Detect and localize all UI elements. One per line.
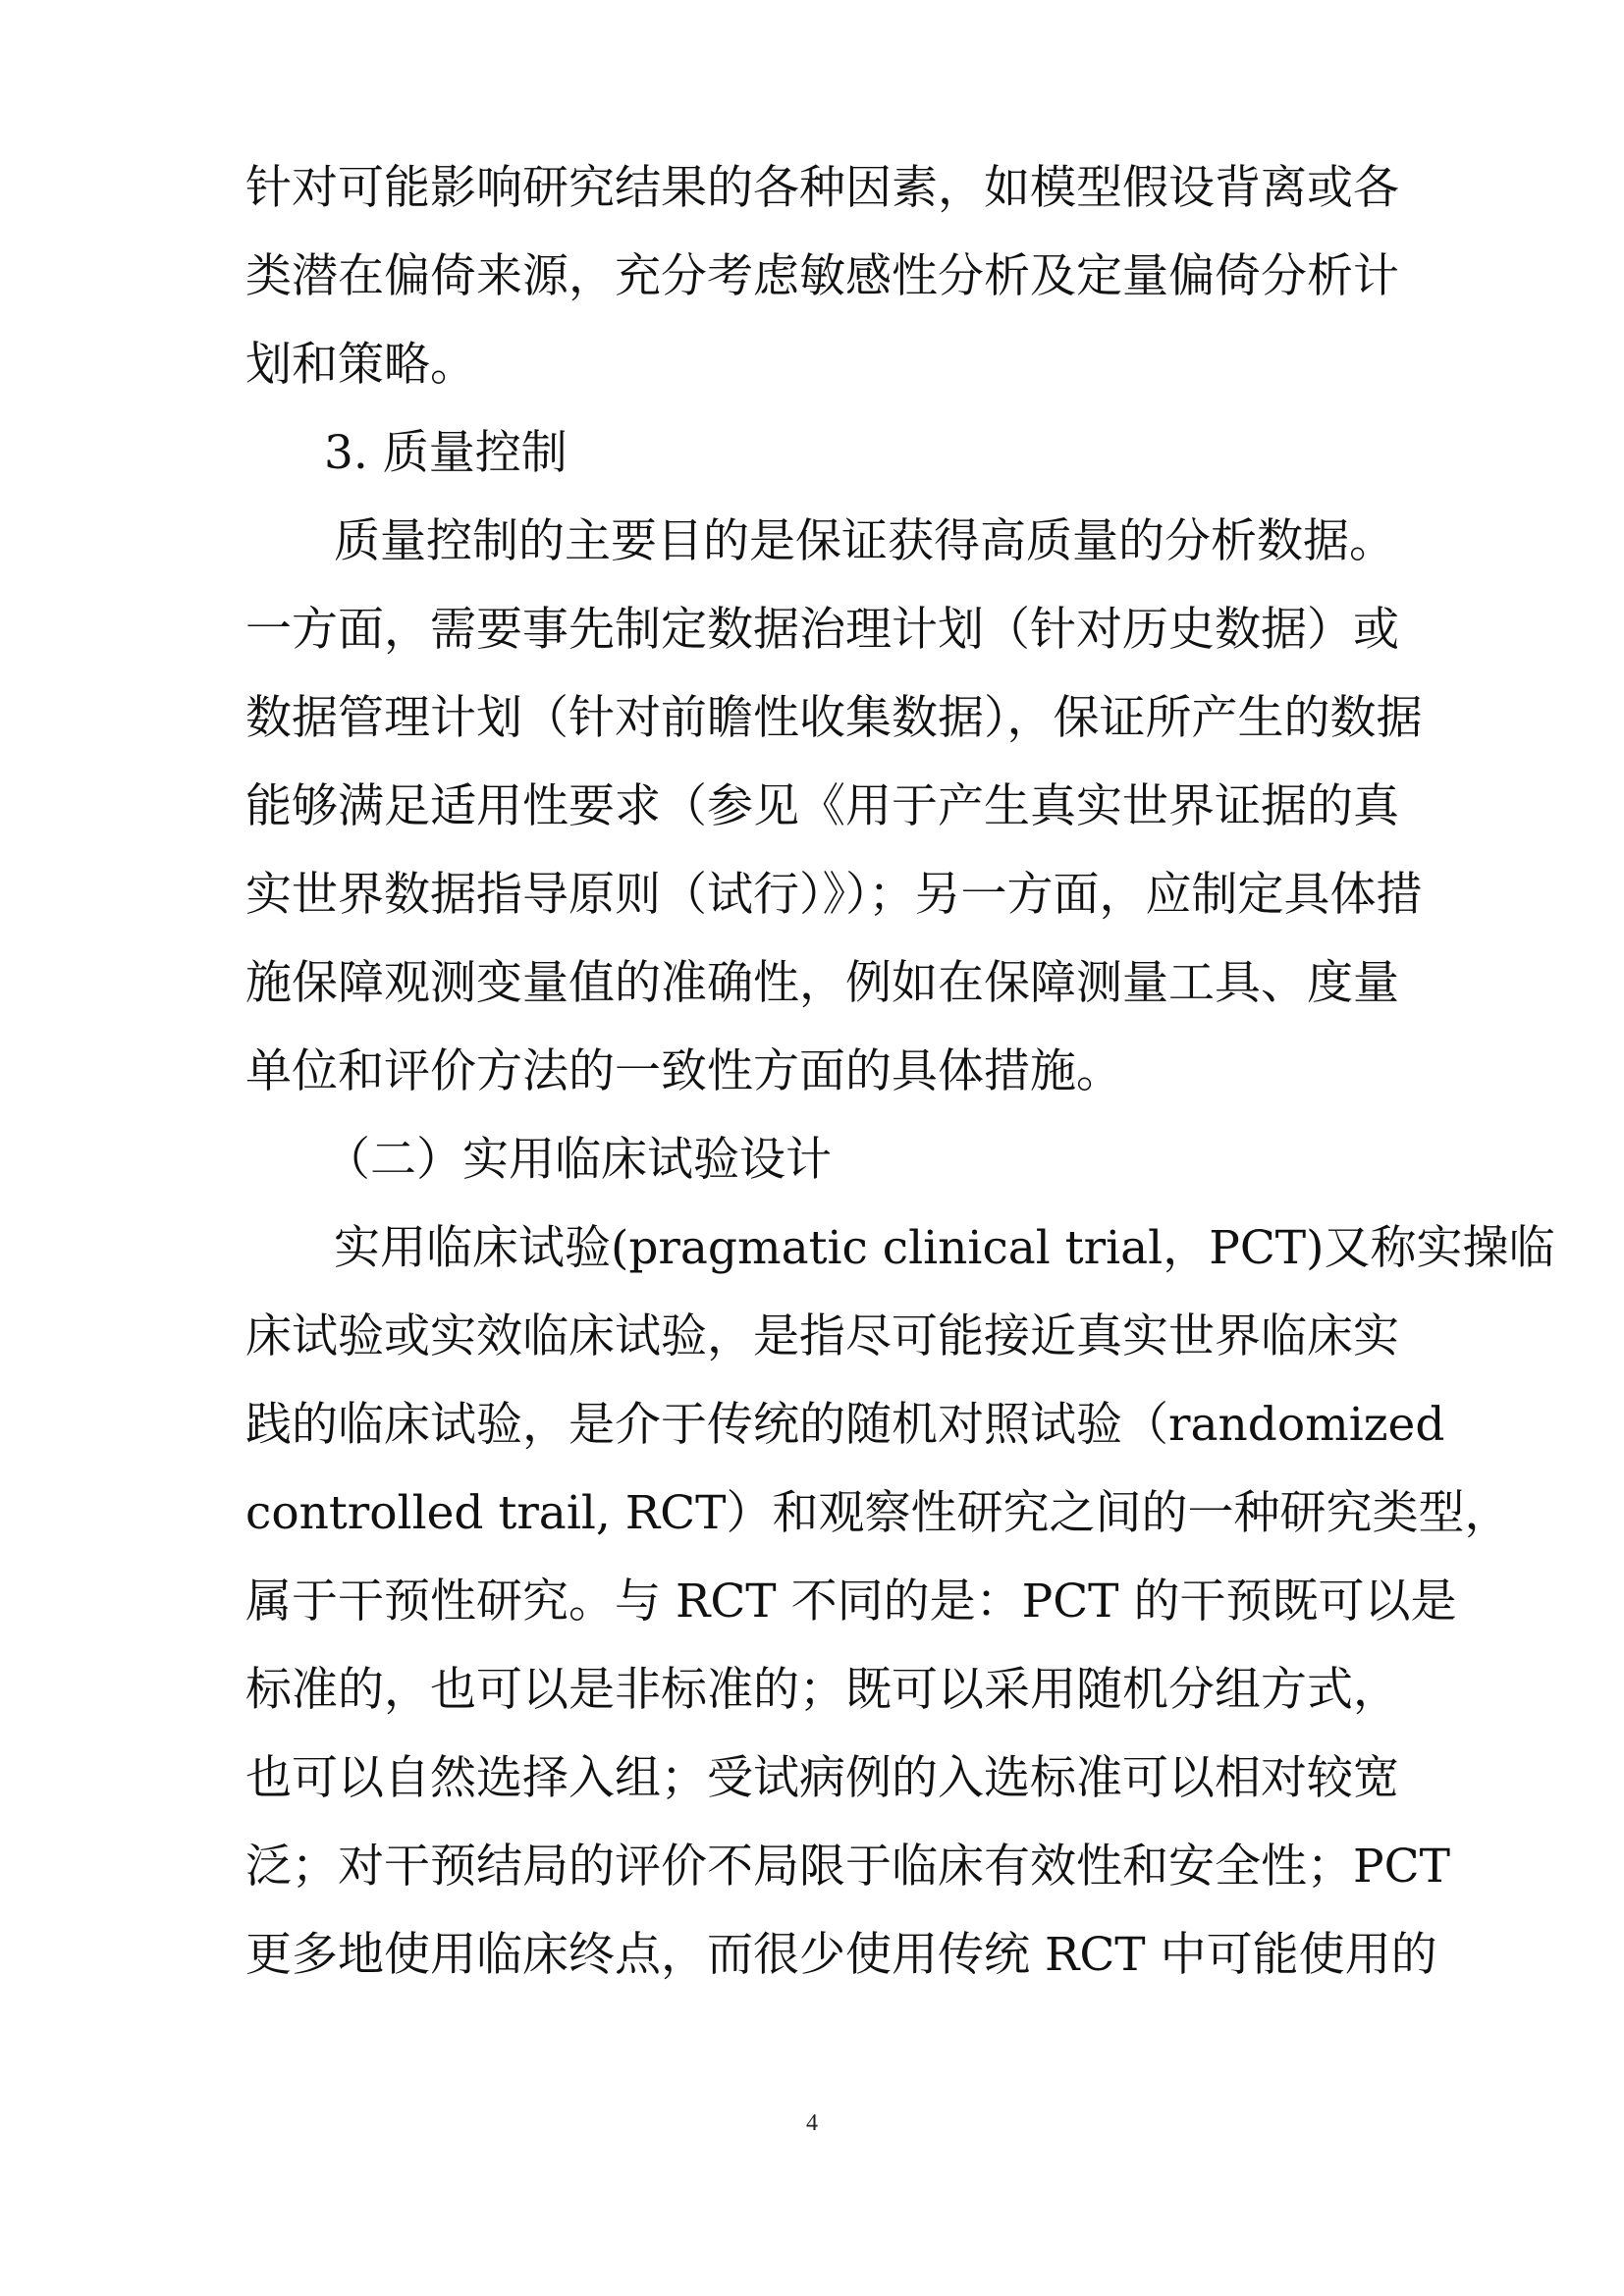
paragraph-line: controlled trail, RCT）和观察性研究之间的一种研究类型，	[245, 1486, 1511, 1540]
paragraph-line: 实用临床试验(pragmatic clinical trial，PCT)又称实操临	[334, 1221, 1555, 1275]
paragraph-line: 数据管理计划（针对前瞻性收集数据），保证所产生的数据	[245, 691, 1423, 745]
paragraph-line: 践的临床试验，是介于传统的随机对照试验（randomized	[245, 1398, 1445, 1452]
paragraph-line: 能够满足适用性要求（参见《用于产生真实世界证据的真	[245, 779, 1399, 833]
paragraph-line: 实世界数据指导原则（试行）》）；另一方面，应制定具体措	[245, 868, 1423, 922]
paragraph-line: 单位和评价方法的一致性方面的具体措施。	[245, 1044, 1122, 1098]
paragraph-line: 质量控制的主要目的是保证获得高质量的分析数据。	[334, 514, 1395, 568]
paragraph-line: 标准的，也可以是非标准的；既可以采用随机分组方式，	[245, 1663, 1399, 1717]
paragraph-line: 泛；对干预结局的评价不局限于临床有效性和安全性；PCT	[245, 1840, 1450, 1894]
paragraph-line: 也可以自然选择入组；受试病例的入选标准可以相对较宽	[245, 1751, 1399, 1805]
paragraph-line: 床试验或实效临床试验，是指尽可能接近真实世界临床实	[245, 1309, 1399, 1363]
paragraph-line: 一方面，需要事先制定数据治理计划（针对历史数据）或	[245, 603, 1399, 657]
paragraph-line: 划和策略。	[245, 338, 476, 392]
paragraph-line: 属于干预性研究。与 RCT 不同的是：PCT 的干预既可以是	[245, 1575, 1457, 1629]
paragraph-line: 类潜在偏倚来源，充分考虑敏感性分析及定量偏倚分析计	[245, 249, 1399, 303]
paragraph-line: 施保障观测变量值的准确性，例如在保障测量工具、度量	[245, 956, 1399, 1010]
section-heading-quality-control: 3. 质量控制	[324, 426, 568, 480]
section-heading-pct-design: （二）实用临床试验设计	[324, 1133, 832, 1187]
paragraph-line: 针对可能影响研究结果的各种因素，如模型假设背离或各	[245, 161, 1399, 215]
page-number: 4	[806, 2110, 818, 2136]
paragraph-line: 更多地使用临床终点，而很少使用传统 RCT 中可能使用的	[245, 1928, 1437, 1982]
